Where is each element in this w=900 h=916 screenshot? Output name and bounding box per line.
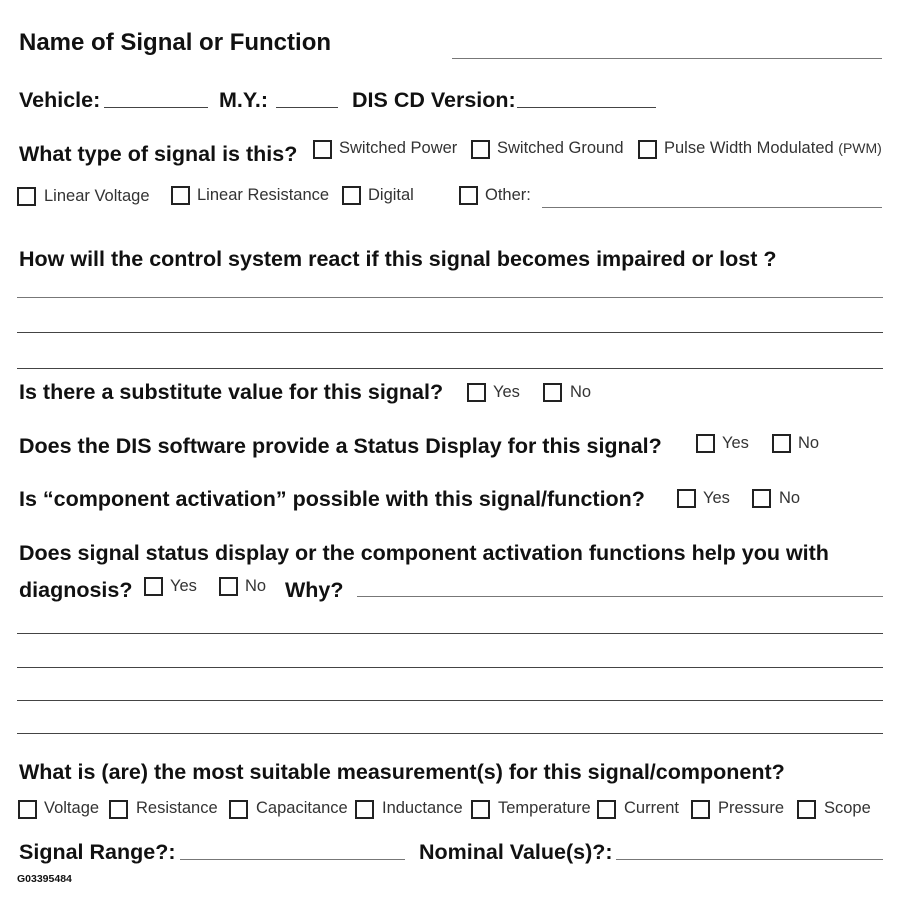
signal-name-field[interactable] — [452, 58, 882, 59]
why-answer-line[interactable] — [17, 667, 883, 668]
option-linear-resistance-label: Linear Resistance — [197, 186, 330, 204]
checkbox-temperature[interactable] — [471, 800, 490, 819]
checkbox-substitute-no[interactable] — [543, 383, 562, 402]
checkbox-switched-ground[interactable] — [471, 140, 490, 159]
substitute-question: Is there a substitute value for this signal? — [19, 380, 444, 404]
option-pwm-label — [664, 139, 882, 158]
checkbox-voltage[interactable] — [18, 800, 37, 819]
option-other-label: Other: — [485, 186, 531, 204]
why-answer-line[interactable] — [17, 700, 883, 701]
measurement-question: What is (are) the most suitable measurement(s) for this signal/component? — [19, 760, 785, 784]
why-label: Why? — [285, 578, 344, 602]
checkbox-substitute-yes[interactable] — [467, 383, 486, 402]
option-pwm-text: Pulse Width Modulated — [664, 139, 834, 157]
nominal-value-label: Nominal Value(s)?: — [419, 840, 613, 864]
react-answer-line[interactable] — [17, 332, 883, 333]
diagnosis-question-line2: diagnosis? — [19, 578, 133, 602]
checkbox-diagnosis-no[interactable] — [219, 577, 238, 596]
option-switched-power-label: Switched Power — [339, 139, 458, 157]
activation-no-label: No — [779, 489, 801, 507]
activation-question: Is “component activation” possible with this signal/function? — [19, 487, 645, 511]
diagnosis-yes-label: Yes — [170, 577, 197, 595]
activation-yes-label: Yes — [703, 489, 730, 507]
react-question: How will the control system react if this signal becomes impaired or lost ? — [19, 247, 777, 271]
checkbox-scope[interactable] — [797, 800, 816, 819]
option-pwm-abbr: (PWM) — [838, 140, 882, 156]
other-field[interactable] — [542, 207, 882, 208]
checkbox-linear-resistance[interactable] — [171, 186, 190, 205]
option-linear-voltage-label: Linear Voltage — [44, 187, 150, 205]
diagnosis-no-label: No — [245, 577, 267, 595]
measurement-inductance-label: Inductance — [382, 799, 463, 817]
checkbox-other[interactable] — [459, 186, 478, 205]
measurement-current-label: Current — [624, 799, 680, 817]
measurement-voltage-label: Voltage — [44, 799, 100, 817]
option-digital-label: Digital — [368, 186, 414, 204]
measurement-capacitance-label: Capacitance — [256, 799, 348, 817]
model-year-field[interactable] — [276, 107, 338, 108]
status-display-question: Does the DIS software provide a Status Display for this signal? — [19, 434, 662, 458]
model-year-label: M.Y.: — [219, 88, 268, 112]
checkbox-inductance[interactable] — [355, 800, 374, 819]
checkbox-digital[interactable] — [342, 186, 361, 205]
dis-version-label: DIS CD Version: — [352, 88, 516, 112]
option-switched-ground-label: Switched Ground — [497, 139, 624, 157]
checkbox-switched-power[interactable] — [313, 140, 332, 159]
checkbox-linear-voltage[interactable] — [17, 187, 36, 206]
why-answer-line[interactable] — [17, 733, 883, 734]
status-yes-label: Yes — [722, 434, 749, 452]
signal-range-label: Signal Range?: — [19, 840, 176, 864]
form-title: Name of Signal or Function — [19, 29, 332, 56]
checkbox-resistance[interactable] — [109, 800, 128, 819]
measurement-pressure-label: Pressure — [718, 799, 785, 817]
checkbox-diagnosis-yes[interactable] — [144, 577, 163, 596]
checkbox-pwm[interactable] — [638, 140, 657, 159]
dis-version-field[interactable] — [517, 107, 656, 108]
why-answer-line[interactable] — [17, 633, 883, 634]
checkbox-activation-no[interactable] — [752, 489, 771, 508]
nominal-value-field[interactable] — [616, 859, 883, 860]
checkbox-status-yes[interactable] — [696, 434, 715, 453]
signal-range-field[interactable] — [180, 859, 405, 860]
checkbox-capacitance[interactable] — [229, 800, 248, 819]
diagnosis-question-line1: Does signal status display or the component activation functions help you with — [19, 541, 829, 565]
why-field[interactable] — [357, 596, 883, 597]
signal-type-question: What type of signal is this? — [19, 142, 298, 166]
checkbox-activation-yes[interactable] — [677, 489, 696, 508]
substitute-no-label: No — [570, 383, 592, 401]
react-answer-line[interactable] — [17, 297, 883, 298]
status-no-label: No — [798, 434, 820, 452]
checkbox-pressure[interactable] — [691, 800, 710, 819]
checkbox-status-no[interactable] — [772, 434, 791, 453]
measurement-resistance-label: Resistance — [136, 799, 218, 817]
vehicle-field[interactable] — [104, 107, 208, 108]
measurement-scope-label: Scope — [824, 799, 871, 817]
react-answer-line[interactable] — [17, 368, 883, 369]
vehicle-label: Vehicle: — [19, 88, 101, 112]
measurement-temperature-label: Temperature — [498, 799, 591, 817]
substitute-yes-label: Yes — [493, 383, 520, 401]
checkbox-current[interactable] — [597, 800, 616, 819]
figure-code: G03395484 — [17, 873, 72, 885]
